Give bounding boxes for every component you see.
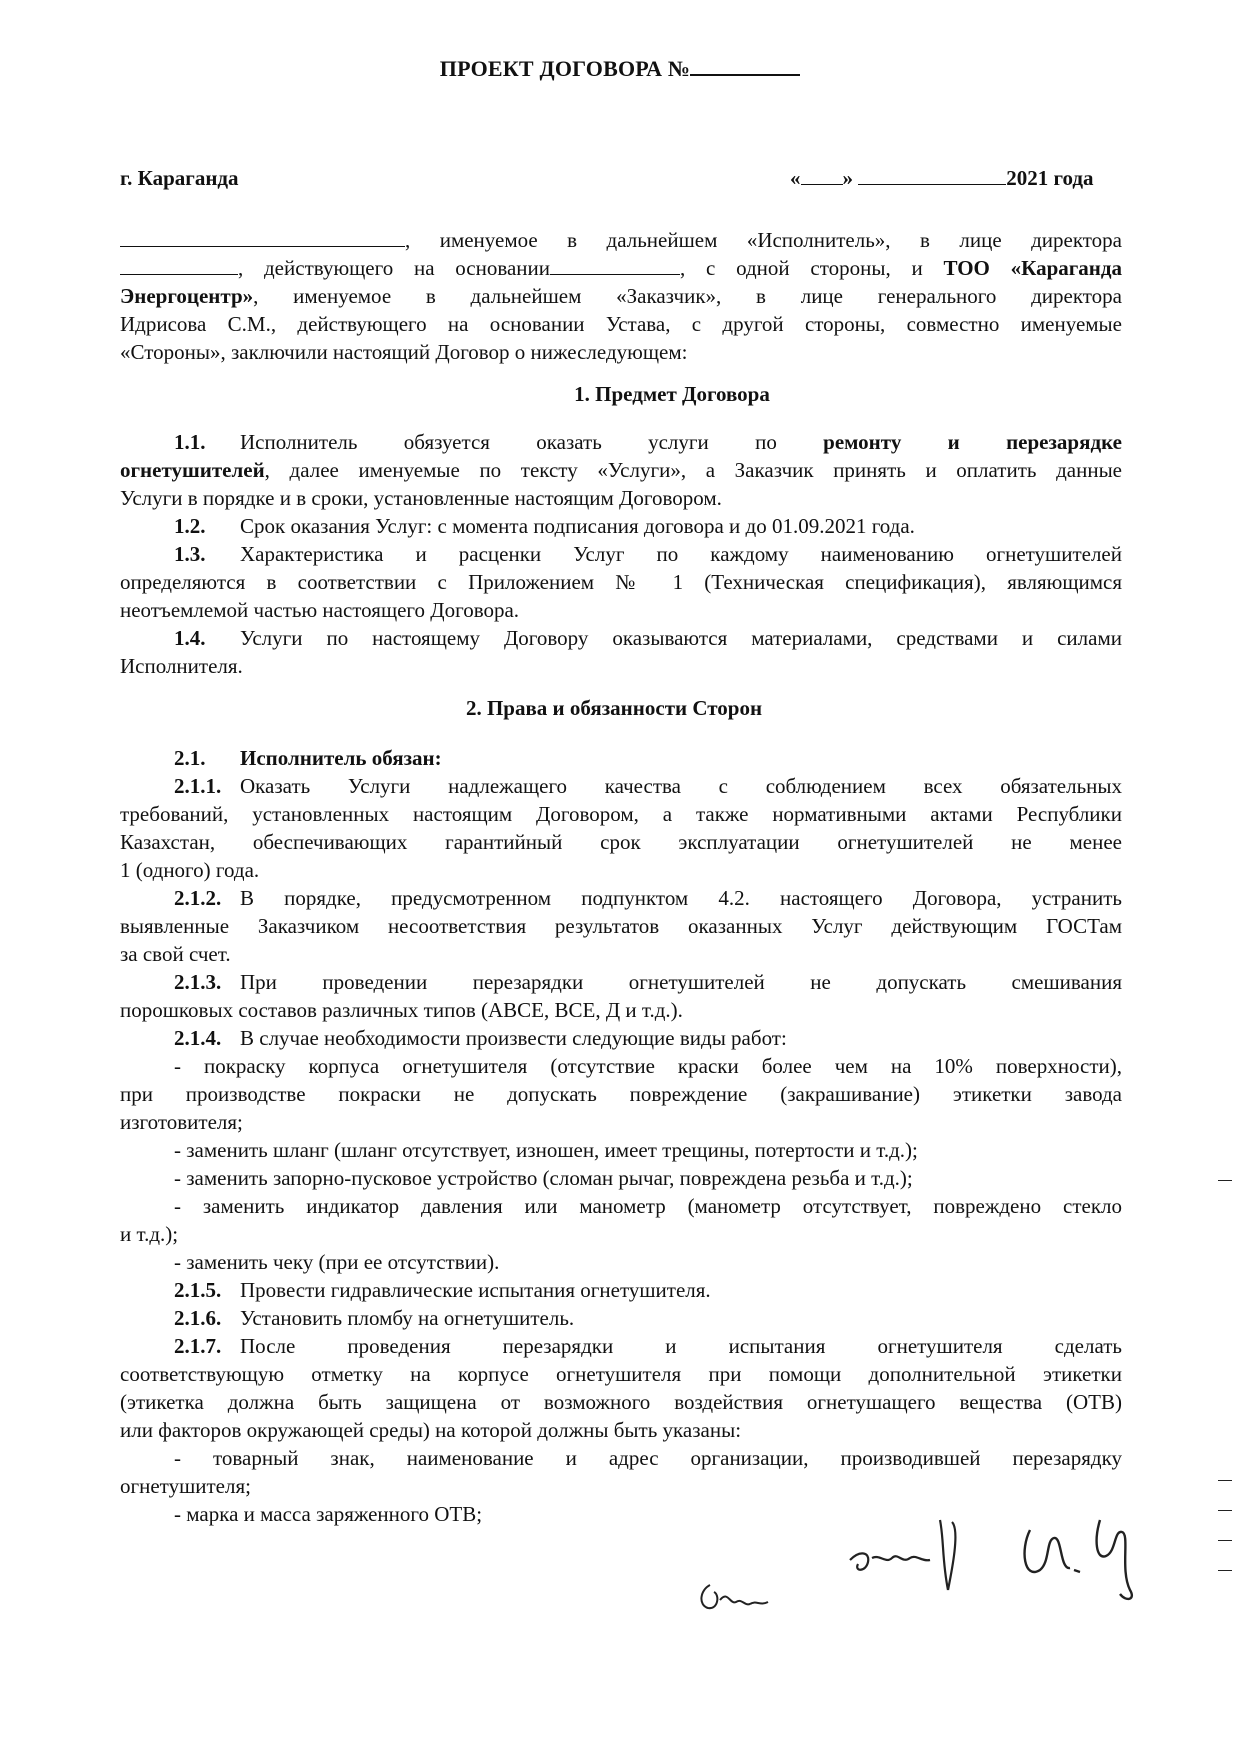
scan-edge-mark (1218, 1570, 1232, 1571)
clause-2-1-4-item-gauge: - заменить индикатор давления или манометр (манометр отсутствует, повреждено стекло (174, 1194, 1122, 1218)
clause-2-1-7-item-brand-end: огнетушителя; (120, 1474, 251, 1498)
scan-edge-mark (1218, 1480, 1232, 1481)
clause-2-1-4-item-paint: - покраску корпуса огнетушителя (отсутствие краски более чем на 10% поверхности), (174, 1054, 1122, 1078)
preamble-line-5: «Стороны», заключили настоящий Договор о нижеследующем: (120, 340, 688, 364)
day-blank (801, 168, 843, 185)
director-name-blank (120, 256, 238, 275)
contract-number-blank (690, 56, 800, 76)
preamble-text: , с одной стороны, и (680, 256, 923, 280)
clause-text: Срок оказания Услуг: с момента подписания договора и до 01.09.2021 года. (240, 514, 915, 538)
preamble-text: , именуемое в дальнейшем «Заказчик», в лице генерального директора (253, 284, 1122, 308)
clause-number: 2.1. (174, 746, 206, 770)
clause-1-3-line-1 (120, 540, 1122, 568)
clause-1-4-line-2: Исполнителя. (120, 654, 243, 678)
clause-2-1-7-item-brand: - товарный знак, наименование и адрес организации, производившей перезарядку (174, 1446, 1122, 1470)
clause-text: Оказать Услуги надлежащего качества с соблюдением всех обязательных (240, 774, 1122, 798)
clause-text: Характеристика и расценки Услуг по каждому наименованию огнетушителей (240, 542, 1122, 566)
section-1-heading: 1. Предмет Договора (574, 382, 770, 406)
clause-2-1-2-line-3: за свой счет. (120, 942, 231, 966)
month-blank (858, 168, 1006, 185)
clause-number: 2.1.6. (174, 1306, 222, 1330)
clause-2-1-3-line-1 (120, 968, 1122, 996)
clause-text: Установить пломбу на огнетушитель. (240, 1306, 575, 1330)
city: г. Караганда (120, 166, 239, 190)
customer-name: ТОО «Караганда (943, 256, 1123, 280)
clause-number: 2.1.3. (174, 970, 222, 994)
clause-1-2 (120, 512, 1122, 540)
clause-number: 2.1.7. (174, 1334, 222, 1358)
clause-2-1-6 (120, 1304, 1122, 1332)
clause-number: 1.4. (174, 626, 206, 650)
initials-signature-1 (690, 1560, 800, 1630)
date-year: 2021 года (1006, 166, 1094, 190)
clause-2-1-4-line-1 (120, 1024, 1122, 1052)
clause-text: В порядке, предусмотренном подпунктом 4.2. настоящего Договора, устранить (240, 886, 1122, 910)
preamble-text: , именуемое в дальнейшем «Исполнитель», в лице директора (405, 228, 1122, 252)
clause-2-1-7-line-3: (этикетка должна быть защищена от возможного воздействия огнетушащего вещества (ОТВ) (120, 1390, 1122, 1414)
clause-1-1-line-3: Услуги в порядке и в сроки, установленные настоящим Договором. (120, 486, 722, 510)
clause-text: При проведении перезарядки огнетушителей не допускать смешивания (240, 970, 1122, 994)
clause-2-1-2-line-2: выявленные Заказчиком несоответствия результатов оказанных Услуг действующим ГОСТам (120, 914, 1122, 938)
title-text: ПРОЕКТ ДОГОВОРА № (439, 56, 691, 81)
clause-2-1-4-item-paint-end: изготовителя; (120, 1110, 243, 1134)
clause-text: После проведения перезарядки и испытания огнетушителя сделать (240, 1334, 1122, 1358)
date-open-quote: « (790, 166, 801, 190)
scan-edge-mark (1218, 1180, 1232, 1181)
clause-2-1 (120, 744, 1122, 772)
contract-date (790, 166, 1094, 191)
clause-1-3-line-2: определяются в соответствии с Приложением № 1 (Техническая спецификация), являющимся (120, 570, 1122, 594)
clause-emphasis: ремонту и перезарядке (823, 430, 1122, 454)
clause-number: 2.1.1. (174, 774, 222, 798)
executor-name-blank (120, 228, 405, 247)
clause-2-1-4-item-pin: - заменить чеку (при ее отсутствии). (174, 1250, 500, 1274)
clause-2-1-3-line-2: порошковых составов различных типов (АВСЕ, ВСЕ, Д и т.д.). (120, 998, 683, 1022)
clause-2-1-7-line-4: или факторов окружающей среды) на которой должны быть указаны: (120, 1418, 742, 1442)
document-title (0, 56, 1240, 82)
clause-text: , далее именуемые по тексту «Услуги», а Заказчик принять и оплатить данные (264, 458, 1122, 482)
clause-number: 1.2. (174, 514, 206, 538)
clause-2-1-7-item-mass: - марка и масса заряженного ОТВ; (174, 1502, 483, 1526)
customer-name: Энергоцентр» (120, 284, 254, 308)
scan-edge-mark (1218, 1540, 1232, 1541)
clause-2-1-4-item-paint-cont: при производстве покраски не допускать повреждение (закрашивание) этикетки завода (120, 1082, 1122, 1106)
clause-number: 2.1.2. (174, 886, 222, 910)
initials-signature-3 (1010, 1490, 1170, 1610)
clause-2-1-7-line-1 (120, 1332, 1122, 1360)
clause-emphasis: огнетушителей (120, 458, 265, 482)
clause-2-1-5 (120, 1276, 1122, 1304)
preamble-line-3 (120, 282, 1122, 310)
clause-text: В случае необходимости произвести следующие виды работ: (240, 1026, 787, 1050)
clause-text: Исполнитель обязуется оказать услуги по (240, 430, 777, 454)
clause-2-1-1-line-4: 1 (одного) года. (120, 858, 260, 882)
clause-2-1-4-item-valve: - заменить запорно-пусковое устройство (сломан рычаг, повреждена резьба и т.д.); (174, 1166, 913, 1190)
scan-edge-mark (1218, 1510, 1232, 1511)
clause-1-1-line-2 (120, 456, 1122, 484)
clause-2-1-4-item-gauge-end: и т.д.); (120, 1222, 179, 1246)
initials-signature-2 (840, 1500, 1010, 1610)
date-close-quote: » (842, 166, 853, 190)
clause-2-1-1-line-3: Казахстан, обеспечивающих гарантийный срок эксплуатации огнетушителей не менее (120, 830, 1122, 854)
clause-2-1-1-line-2: требований, установленных настоящим Договором, а также нормативными актами Республики (120, 802, 1122, 826)
clause-number: 2.1.4. (174, 1026, 222, 1050)
clause-emphasis: Исполнитель обязан: (240, 746, 442, 770)
clause-number: 1.1. (174, 430, 206, 454)
section-2-heading: 2. Права и обязанности Сторон (465, 696, 763, 720)
clause-2-1-4-item-hose: - заменить шланг (шланг отсутствует, изношен, имеет трещины, потертости и т.д.); (174, 1138, 918, 1162)
clause-2-1-2-line-1 (120, 884, 1122, 912)
preamble-line-1 (120, 226, 1122, 254)
preamble-text: , действующего на основании (238, 256, 551, 280)
clause-2-1-7-line-2: соответствующую отметку на корпусе огнетушителя при помощи дополнительной этикетки (120, 1362, 1122, 1386)
clause-2-1-1-line-1 (120, 772, 1122, 800)
preamble-line-2 (120, 254, 1122, 282)
clause-1-3-line-3: неотъемлемой частью настоящего Договора. (120, 598, 520, 622)
preamble-line-4: Идрисова С.М., действующего на основании Устава, с другой стороны, совместно именуемые (120, 312, 1122, 336)
clause-1-4-line-1 (120, 624, 1122, 652)
basis-blank (550, 256, 680, 275)
clause-1-1-line-1 (120, 428, 1122, 456)
clause-text: Услуги по настоящему Договору оказываются материалами, средствами и силами (240, 626, 1122, 650)
clause-number: 2.1.5. (174, 1278, 222, 1302)
clause-number: 1.3. (174, 542, 206, 566)
clause-text: Провести гидравлические испытания огнетушителя. (240, 1278, 711, 1302)
